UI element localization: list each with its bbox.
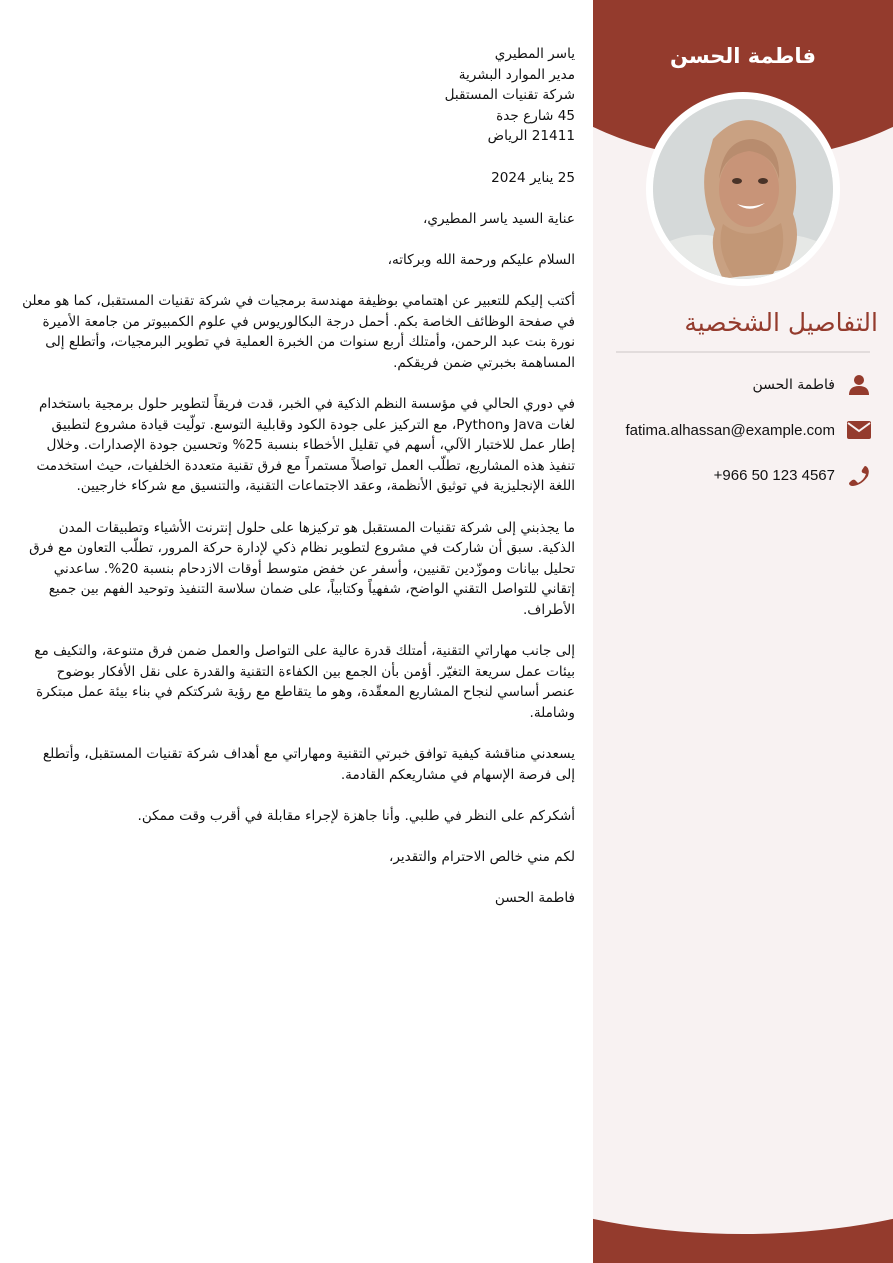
body-paragraph-1: أكتب إليكم للتعبير عن اهتمامي بوظيفة مهندسة برمجيات في شركة تقنيات المستقبل، كما هو معلن في صفحة الوظائف الخاصة بكم. أحمل درجة البكالوريوس في علوم الكمبيوتر من جامعة الأميرة نورة بنت عبد الرحمن، وأمتلك أربع سنوات من الخبرة العملية في تطوير البرمجيات، وأتطلع إلى المساهمة بخبرتي ضمن فريقكم. (22, 293, 575, 371)
recipient-address (22, 44, 575, 147)
sidebar-name: فاطمة الحسن (669, 44, 817, 68)
profile-photo-illustration (653, 99, 833, 279)
closing: لكم مني خالص الاحترام والتقدير، (388, 849, 575, 866)
contact-email-text[interactable]: fatima.alhassan@example.com (625, 421, 835, 439)
body-paragraph-2: في دوري الحالي في مؤسسة النظم الذكية في الخبر، قدت فريقاً لتطوير حلول برمجية باستخدام لغات Java وPython، مع التركيز على جودة الكود وقابلية التوسع. تولّيت قيادة مشروع لتطبيق إطار عمل للاختبار الآلي، أسهم في تقليل الأخطاء بنسبة 25% وتحسين جودة الإصدارات. وخلال تنفيذ هذه المشاريع، تطلّب العمل تواصلاً مستمراً مع فرق تقنية متعددة الخلفيات، حيث استخدمت اللغة الإنجليزية في توثيق الأنظمة، وعقد الاجتماعات التقنية، والتنسيق مع شركاء خارجيين. (36, 396, 575, 495)
phone-icon (847, 463, 871, 487)
recipient-name: ياسر المطيري (494, 46, 575, 62)
body-paragraph-3: ما يجذبني إلى شركة تقنيات المستقبل هو تركيزها على حلول إنترنت الأشياء وتطبيقات المدن الذكية. سبق أن شاركت في مشروع لتطوير نظام ذكي لإدارة حركة المرور، تطلّب التعاون مع فرق تحليل بيانات وموزّدين تقنيين، وأسفر عن خفض متوسط أوقات الازدحام بنسبة 20%. ساعدني إتقاني للتواصل التقني الواضح، شفهياً وكتابياً، على ضمان سلاسة التنفيذ وتوحيد الفهم بين جميع الأطراف. (29, 519, 575, 619)
cover-letter (22, 44, 575, 930)
contact-phone-text[interactable]: +966 50 123 4567 (713, 466, 835, 484)
footer-curve (593, 950, 893, 1234)
sidebar (593, 0, 893, 1263)
contact-name-text: فاطمة الحسن (752, 377, 835, 393)
body-paragraph-5: يسعدني مناقشة كيفية توافق خبرتي التقنية ومهاراتي مع أهداف شركة تقنيات المستقبل، وأتطلع إلى فرصة الإسهام في مشاريعكم القادمة. (42, 746, 575, 783)
profile-photo (653, 99, 833, 279)
envelope-icon (847, 418, 871, 442)
personal-details-title: التفاصيل الشخصية (684, 308, 878, 337)
contact-email (626, 417, 872, 443)
recipient-company: شركة تقنيات المستقبل (444, 87, 575, 104)
signature: فاطمة الحسن (494, 890, 575, 907)
contact-phone (714, 462, 871, 488)
letter-date: 25 يناير 2024 (491, 169, 575, 186)
recipient-street: 45 شارع جدة (496, 107, 575, 124)
recipient-title: مدير الموارد البشرية (458, 66, 575, 83)
profile-photo-frame (646, 92, 840, 286)
user-icon (847, 373, 871, 397)
greeting: السلام عليكم ورحمة الله وبركاته، (387, 251, 575, 268)
contact-name (753, 372, 872, 398)
section-divider (616, 351, 870, 353)
body-paragraph-4: إلى جانب مهاراتي التقنية، أمتلك قدرة عالية على التواصل والعمل ضمن فرق متنوعة، والتكيف مع بيئات عمل سريعة التغيّر. أؤمن بأن الجمع بين الكفاءة التقنية والقدرة على نقل الأفكار بوضوح عنصر أساسي لنجاح المشاريع المعقّدة، وهو ما يتقاطع مع رؤية شركتكم في بناء بيئة عمل مبتكرة وشاملة. (34, 643, 575, 721)
attention-line: عناية السيد ياسر المطيري، (422, 210, 575, 227)
recipient-city: 21411 الرياض (487, 128, 575, 145)
body-paragraph-6: أشكركم على النظر في طلبي. وأنا جاهزة لإجراء مقابلة في أقرب وقت ممكن. (137, 807, 575, 824)
